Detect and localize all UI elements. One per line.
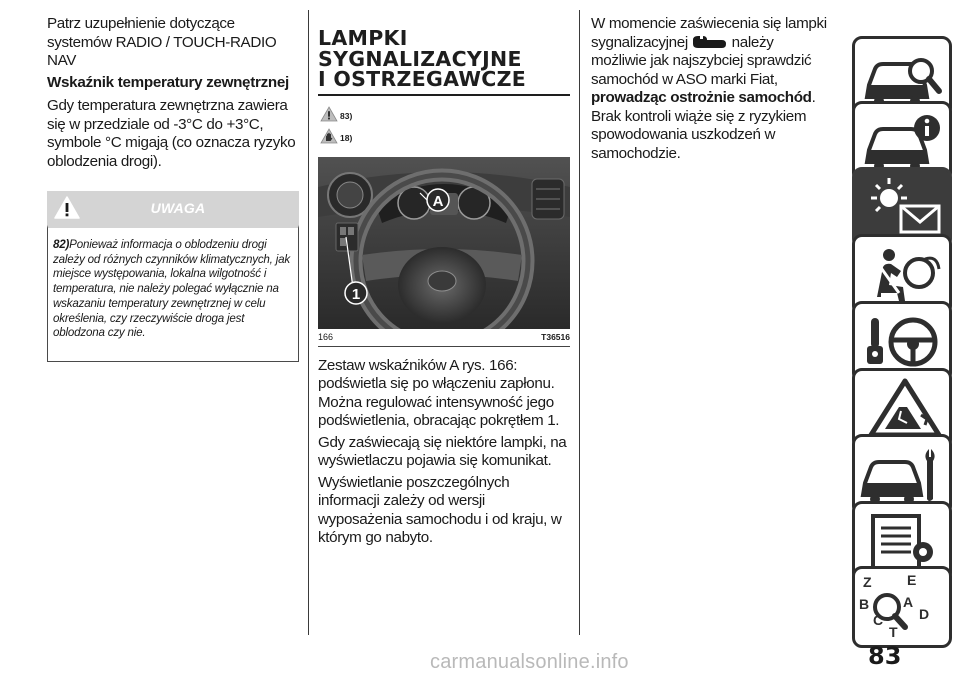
- reference-number: 18): [340, 132, 353, 143]
- dashboard-figure: [318, 157, 570, 329]
- version-paragraph: Wyświetlanie poszczególnych informacji zależy od wersji wyposażenia samochodu i od kraju, w którym go nabyto.: [318, 473, 562, 546]
- warning-text: Ponieważ informacja o oblodzeniu drogi zależy od różnych czynników klimatycznych, jak miejsce występowania, lokalna wilgotność i temperatura, nie należy polegać wyłącznie na wskazaniu temperatury zewnętrznej w celu określenia, czy rzeczywiście droga jest oblodzona czy nie.: [53, 238, 290, 340]
- index-letter: B: [859, 596, 870, 612]
- warning-label: UWAGA: [150, 200, 206, 216]
- figure-number: 166: [318, 331, 334, 342]
- warning-light-text-a: W momencie zaświecenia się lampki sygnalizacyjnej: [591, 15, 827, 51]
- warning-light-text-bold: prowadząc ostrożnie samochód: [591, 89, 812, 106]
- warning-light-text-c: . Brak kontroli wiąże się z ryzykiem spowodowania uszkodzeń w samochodzie.: [591, 89, 816, 162]
- message-paragraph: Gdy zaświecają się niektóre lampki, na wyświetlaczu pojawia się komunikat.: [318, 433, 567, 469]
- cluster-paragraph: Zestaw wskaźników A rys. 166: podświetla się po włączeniu zapłonu. Można regulować intensywność jego podświetlenia, obracając pokrętłem 1.: [318, 356, 560, 429]
- outside-temp-heading: Wskaźnik temperatury zewnętrznej: [47, 73, 289, 91]
- index-letter: D: [919, 606, 930, 622]
- figure-code: T36516: [541, 331, 570, 342]
- index-letter: A: [903, 594, 914, 610]
- page-number: 83: [868, 642, 902, 670]
- index-letter: Z: [863, 574, 872, 590]
- warning-box: [47, 225, 299, 362]
- intro-text: Patrz uzupełnienie dotyczące systemów RADIO / TOUCH-RADIO NAV: [47, 15, 277, 69]
- middle-column: [318, 28, 570, 551]
- callout-1-label: 1: [351, 285, 361, 303]
- warning-triangle-icon: [320, 106, 338, 122]
- index-search-icon: [855, 569, 949, 645]
- index-letter: T: [889, 624, 898, 640]
- footer-watermark: carmanualsonline.info: [430, 651, 629, 673]
- wrench-icon: [692, 35, 728, 49]
- column-divider: [579, 10, 580, 635]
- warning-header: [47, 191, 299, 225]
- reference-number: 83): [340, 110, 353, 121]
- left-column: [47, 15, 299, 362]
- reference-row: [318, 128, 570, 150]
- hand-caution-icon: [320, 128, 338, 144]
- section-title-line2: SYGNALIZACYJNE: [318, 46, 522, 71]
- column-divider: [308, 10, 309, 635]
- section-title-line1: LAMPKI: [318, 26, 408, 50]
- sidebar-tab-index[interactable]: [852, 566, 952, 648]
- title-rule: [318, 94, 570, 96]
- warning-light-text-b: należy możliwie jak najszybciej sprawdzić samochód w ASO marki Fiat,: [591, 33, 812, 88]
- warning-light-paragraph: [591, 15, 831, 163]
- outside-temp-text: Gdy temperatura zewnętrzna zawiera się w przedziale od -3°C do +3°C, symbole °C migają (co oznacza ryzyko oblodzenia drogi).: [47, 97, 296, 170]
- figure-caption: [318, 329, 570, 347]
- index-letter: E: [907, 572, 917, 588]
- index-letter: C: [873, 612, 884, 628]
- instrument-cluster-image: [318, 157, 570, 329]
- callout-a-label: A: [432, 192, 444, 210]
- right-column: [591, 15, 831, 166]
- section-title-line3: I OSTRZEGAWCZE: [318, 67, 527, 91]
- warning-ref: 82): [53, 238, 70, 251]
- reference-row: [318, 106, 570, 128]
